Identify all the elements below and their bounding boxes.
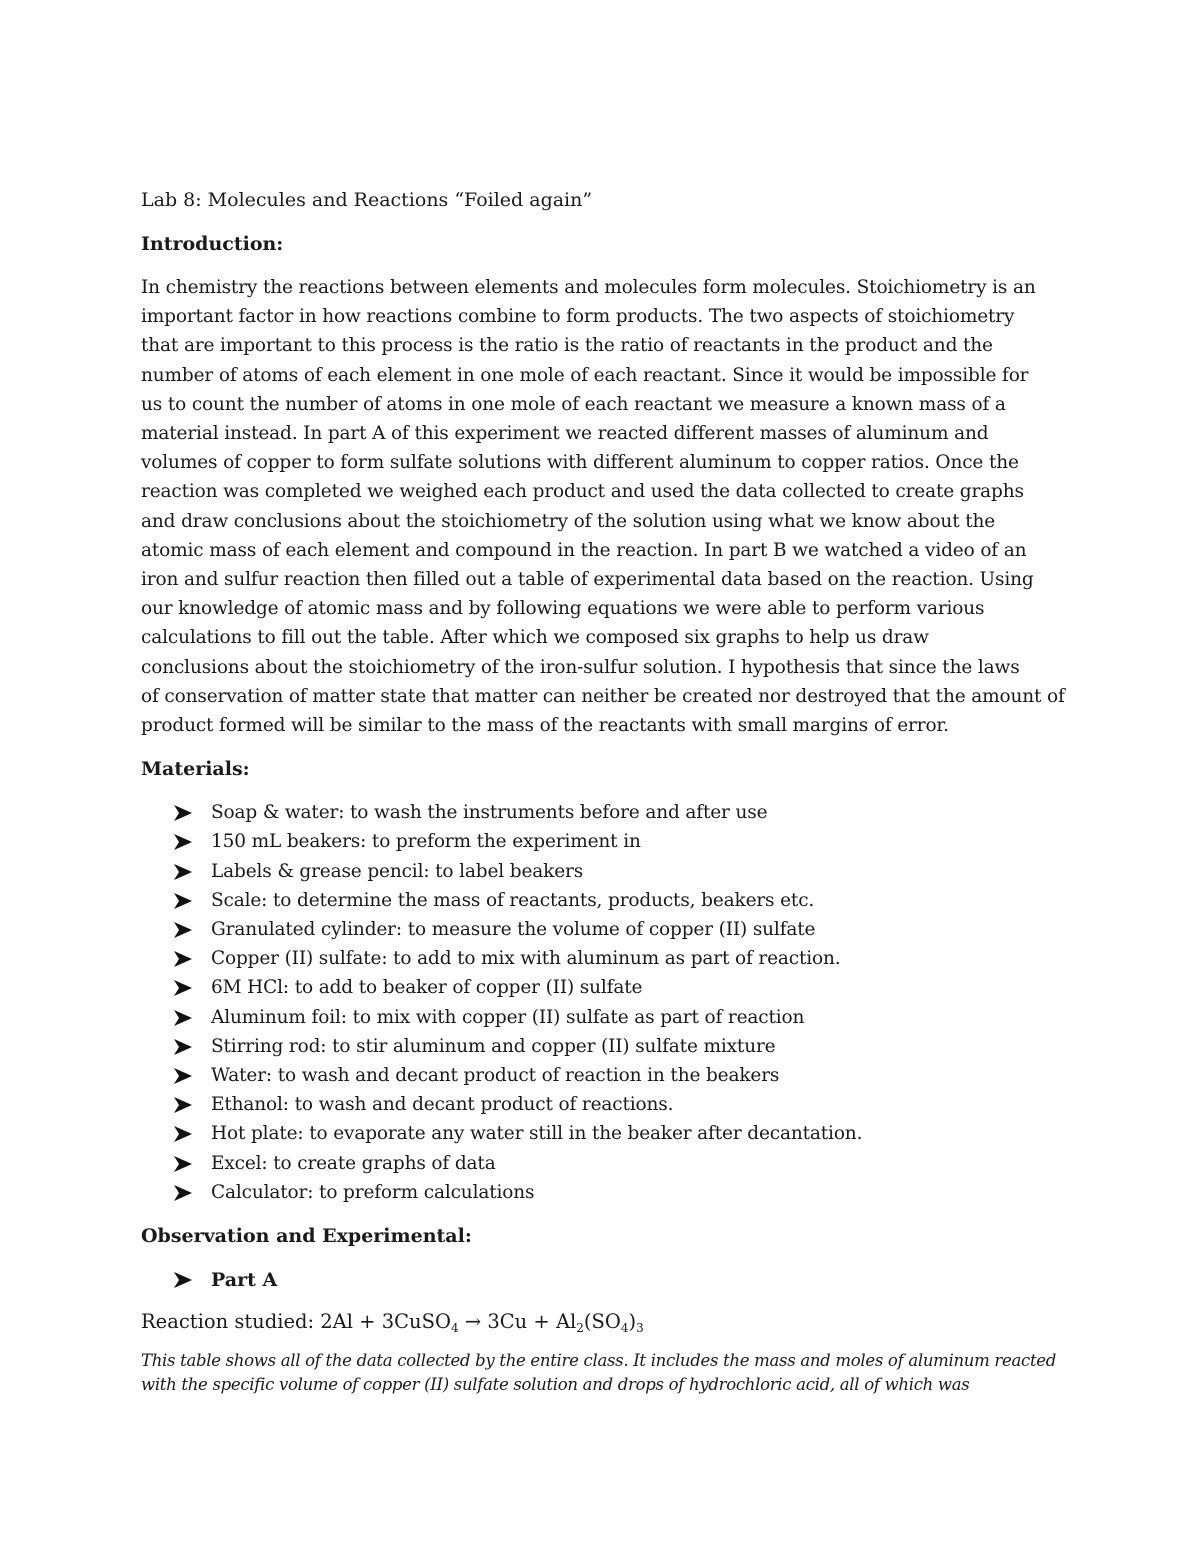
arrowhead-bullet-icon — [173, 1067, 193, 1085]
arrowhead-bullet-icon — [173, 833, 193, 851]
arrowhead-bullet-icon — [173, 1096, 193, 1114]
arrowhead-bullet-icon — [173, 1125, 193, 1143]
materials-item-text: Soap & water: to wash the instruments before and after use — [211, 802, 768, 824]
introduction-paragraph — [141, 273, 1071, 740]
reaction-subscript: 4 — [450, 1321, 459, 1336]
document-title: Lab 8: Molecules and Reactions “Foiled again” — [141, 189, 593, 211]
arrowhead-bullet-icon — [173, 1271, 193, 1289]
materials-list-item — [173, 1090, 1071, 1119]
reaction-mid: (SO — [583, 1310, 621, 1334]
materials-item-text: Excel: to create graphs of data — [211, 1152, 496, 1174]
materials-list-item — [173, 827, 1071, 856]
materials-item-text: Calculator: to preform calculations — [211, 1181, 535, 1203]
materials-list-item — [173, 1061, 1071, 1090]
materials-item-text: Labels & grease pencil: to label beakers — [211, 860, 584, 882]
arrowhead-bullet-icon — [173, 950, 193, 968]
introduction-line: us to count the number of atoms in one mole of each reactant we measure a known mass of a — [141, 393, 1006, 415]
materials-item-text: Granulated cylinder: to measure the volume of copper (II) sulfate — [211, 919, 816, 941]
introduction-line: In chemistry the reactions between elements and molecules form molecules. Stoichiometry is an — [141, 277, 1036, 298]
arrowhead-bullet-icon — [173, 1009, 193, 1027]
introduction-heading: Introduction: — [141, 233, 284, 255]
introduction-line: calculations to fill out the table. After which we composed six graphs to help us draw — [141, 627, 929, 649]
part-a-label: Part A — [211, 1269, 278, 1292]
document-page — [141, 185, 1071, 1397]
materials-list-item — [173, 944, 1071, 973]
materials-list-item — [173, 915, 1071, 944]
materials-item-text: Scale: to determine the mass of reactants, products, beakers etc. — [211, 889, 815, 911]
materials-list-item — [173, 1149, 1071, 1178]
materials-list-item — [173, 886, 1071, 915]
materials-item-text: Aluminum foil: to mix with copper (II) sulfate as part of reaction — [211, 1006, 805, 1028]
materials-item-text: Ethanol: to wash and decant product of reactions. — [211, 1094, 674, 1116]
materials-list-item — [173, 857, 1071, 886]
materials-list — [141, 798, 1071, 1207]
caption-line: with the specific volume of copper (II) sulfate solution and drops of hydrochloric acid, all of which was — [141, 1375, 970, 1395]
caption-line: This table shows all of the data collected by the entire class. It includes the mass and moles of aluminum reacted — [141, 1351, 1057, 1371]
reaction-arrow-part: → 3Cu + Al — [458, 1310, 577, 1334]
introduction-line: atomic mass of each element and compound in the reaction. In part B we watched a video of an — [141, 539, 1027, 561]
materials-list-item — [173, 1032, 1071, 1061]
observation-heading: Observation and Experimental: — [141, 1225, 472, 1248]
part-a-heading — [141, 1265, 1071, 1295]
materials-item-text: 6M HCl: to add to beaker of copper (II) sulfate — [211, 977, 643, 999]
materials-item-text: 150 mL beakers: to preform the experiment in — [211, 831, 641, 853]
introduction-line: material instead. In part A of this experiment we reacted different masses of aluminum and — [141, 423, 989, 445]
reaction-prefix: Reaction studied: 2Al + 3CuSO — [141, 1310, 451, 1334]
materials-item-text: Copper (II) sulfate: to add to mix with aluminum as part of reaction. — [211, 948, 841, 970]
arrowhead-bullet-icon — [173, 1038, 193, 1056]
reaction-equation — [141, 1307, 1071, 1337]
introduction-line: conclusions about the stoichiometry of the iron-sulfur solution. I hypothesis that since the laws — [141, 656, 1020, 678]
introduction-line: important factor in how reactions combine to form products. The two aspects of stoichiometry — [141, 306, 1015, 328]
materials-list-item — [173, 1119, 1071, 1148]
introduction-line: our knowledge of atomic mass and by following equations we were able to perform various — [141, 598, 985, 620]
reaction-subscript: 3 — [636, 1321, 644, 1336]
arrowhead-bullet-icon — [173, 804, 193, 822]
materials-heading: Materials: — [141, 758, 250, 781]
introduction-line: volumes of copper to form sulfate solutions with different aluminum to copper ratios. Once the — [141, 452, 1019, 474]
introduction-line: iron and sulfur reaction then filled out a table of experimental data based on the reaction. Using — [141, 569, 1034, 591]
reaction-subscript: 4 — [620, 1321, 629, 1336]
materials-item-text: Stirring rod: to stir aluminum and copper (II) sulfate mixture — [211, 1035, 776, 1057]
introduction-line: of conservation of matter state that matter can neither be created nor destroyed that the amount of — [141, 685, 1065, 707]
arrowhead-bullet-icon — [173, 892, 193, 910]
reaction-close: ) — [628, 1310, 637, 1334]
arrowhead-bullet-icon — [173, 1184, 193, 1202]
introduction-line: number of atoms of each element in one mole of each reactant. Since it would be impossible for — [141, 364, 1029, 386]
arrowhead-bullet-icon — [173, 1155, 193, 1173]
materials-list-item — [173, 973, 1071, 1002]
introduction-line: reaction was completed we weighed each product and used the data collected to create graphs — [141, 481, 1024, 503]
introduction-line: product formed will be similar to the mass of the reactants with small margins of error. — [141, 715, 949, 737]
arrowhead-bullet-icon — [173, 921, 193, 939]
arrowhead-bullet-icon — [173, 863, 193, 881]
materials-list-item — [173, 1003, 1071, 1032]
reaction-subscript: 2 — [576, 1321, 584, 1336]
introduction-line: that are important to this process is the ratio is the ratio of reactants in the product and the — [141, 335, 993, 357]
materials-item-text: Water: to wash and decant product of reaction in the beakers — [211, 1065, 780, 1087]
materials-list-item — [173, 1178, 1071, 1207]
arrowhead-bullet-icon — [173, 979, 193, 997]
table-caption — [141, 1349, 1071, 1397]
materials-list-item — [173, 798, 1071, 827]
introduction-line: and draw conclusions about the stoichiometry of the solution using what we know about the — [141, 510, 996, 532]
materials-item-text: Hot plate: to evaporate any water still in the beaker after decantation. — [211, 1123, 863, 1145]
